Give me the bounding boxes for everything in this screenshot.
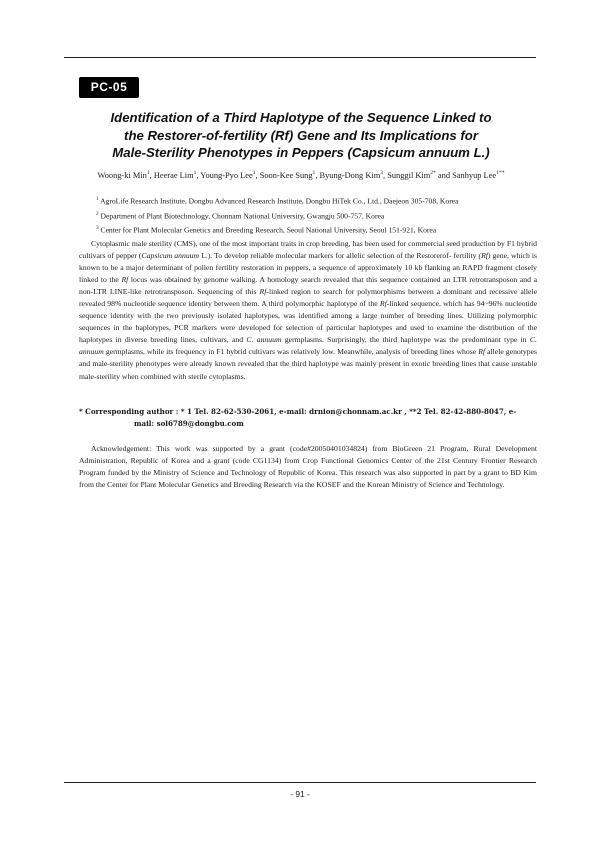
affiliation: $^3$ Center for Plant Molecular Genetics and Breeding Research, Seoul National University, Seoul 151-921, Korea (96, 225, 437, 235)
corresponding-line-1: * Corresponding author : * 1 Tel. 82-62-530-2061, e-mail: drnion@chonnam.ac.kr , **2 Tel. 82-42-880-8047, e- (79, 407, 517, 416)
authors-and: and (437, 170, 451, 180)
title-line-1: Identification of a Third Haplotype of the Sequence Linked to (110, 110, 492, 125)
title-line-3: Male-Sterility Phenotypes in Peppers (Capsicum annuum L.) (112, 145, 490, 161)
acknowledgement-paragraph: Acknowledgement: This work was supported by a grant (code#20050401034824) from BioGreen 21 Program, Rural Development Administration, Republic of Korea and a grant (code CG1134) from Crop Functional Genomics Center of the 21st Century Frontier Research Program funded by the Ministry of Science and Technology of Republic of Korea. This research was also supported in part by a grant to BD Kim from the Center for Plant Molecular Genetics and Breeding Research via the KOSEF and the Korean Ministry of Science and Technology. (79, 444, 537, 490)
top-rule (64, 57, 536, 58)
title-line-2: the Restorer-of-fertility (Rf) Gene and Its Implications for (124, 127, 478, 143)
author: Heerae Lim$^1$ (153, 170, 197, 180)
author: Sunggil Kim$^{2*}$ (387, 170, 436, 180)
author: Woong-ki Min$^1$ (97, 170, 150, 180)
author: Byung-Dong Kim$^3$ (319, 170, 384, 180)
corresponding-author-note (79, 406, 541, 430)
author: Sanhyup Lee$^{1**}$ (452, 170, 505, 180)
affiliation: $^1$ AgroLife Research Institute, Dongbu Advanced Research Institute, Dongbu HiTek Co., Ltd., Daejeon 305-708, Korea (96, 196, 459, 206)
affiliation: $^2$ Department of Plant Biotechnology, Chonnam National University, Gwangju 500-757, Korea (96, 210, 385, 221)
author: Young-Pyo Lee$^1$ (200, 170, 256, 180)
session-code-badge: PC-05 (79, 77, 139, 98)
affiliation-list (96, 193, 536, 237)
author-list: Woong-ki Min$^1$, Heerae Lim$^1$, Young-Pyo Lee$^1$, Soon-Kee Sung$^1$, Byung-Dong Kim$^3$, Sunggil Kim$^{2*}$ and Sanhyup Lee$^{1**}$ (97, 170, 505, 180)
bottom-rule (64, 782, 536, 783)
abstract-paragraph: Cytoplasmic male sterility (CMS), one of the most important traits in crop breeding, has been used for commercial seed production by F1 hybrid cultivars of pepper (Capsicum annuum L.). To develop reliable molecular markers for allelic selection of the Restorerof- fertility (Rf) gene, which is known to be a major determinant of pollen fertility restoration in peppers, a sequence of approximately 10 kb flanking an RAPD fragment closely linked to the Rf locus was obtained by genome walking. A homology search revealed that this sequence contained an LTR retrotransposon and a non-LTR LINE-like retrotransposon. Sequencing of this Rf-linked region to search for polymorphisms between a dominant and recessive allele revealed 98% nucleotide sequence identity between them. A third polymorphic haplotype of the Rf-linked sequence, which has 94~96% nucleotide sequence identity with the two previously isolated haplotypes, was identified among a large number of breeding lines. Utilizing polymorphic sequences in the haplotypes, PCR markers were developed for selection of particular haplotypes and used to examine the distribution of the haplotypes in diverse breeding lines, cultivars, and C. annuum germplasms. Surprisingly, the third haplotype was the predominant type in C. annuum germplasms, while its frequency in F1 hybrid cultivars was relatively low. Meanwhile, analysis of breeding lines whose Rf allele genotypes and male-sterility phenotypes were already known revealed that the third haplotype was mainly present in exotic breeding lines that cause unstable male-sterility when combined with sterile cytoplasms. (79, 239, 538, 381)
author: Soon-Kee Sung$^1$ (259, 170, 316, 180)
page-number: - 91 - (290, 789, 310, 799)
paper-title (60, 109, 542, 162)
corresponding-line-2: mail: sol6789@dongbu.com (134, 419, 244, 428)
